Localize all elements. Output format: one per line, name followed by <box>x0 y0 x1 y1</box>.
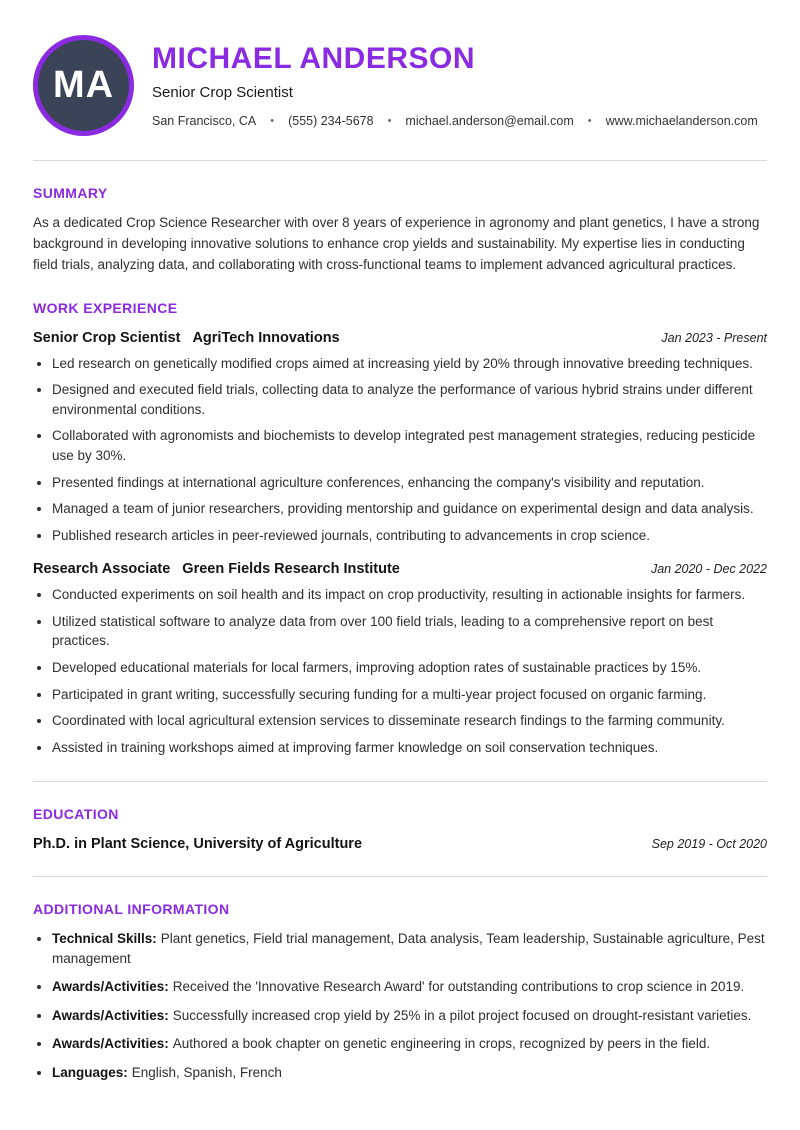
additional-info-list <box>33 929 767 1082</box>
header-text <box>152 35 758 128</box>
bullet-item: • Designed and executed field trials, collecting data to analyze the performance of various hybrid strains under different environmental conditions. <box>52 380 767 419</box>
bullet-item: • Managed a team of junior researchers, providing mentorship and guidance on experimental design and data analysis. <box>52 499 767 519</box>
job-entry <box>33 330 767 546</box>
contact-location: San Francisco, CA <box>152 114 257 128</box>
info-item-label: Awards/Activities: <box>52 1007 169 1023</box>
summary-text: As a dedicated Crop Science Researcher with over 8 years of experience in agronomy and plant genetics, I have a strong background in developing innovative solutions to enhance crop yields and sustainability. My expertise lies in conducting field trials, analyzing data, and collaborating with cross-functional teams to implement advanced agricultural practices. <box>33 215 760 272</box>
work-experience-heading: WORK EXPERIENCE <box>33 299 178 316</box>
section-work-experience <box>33 300 767 757</box>
job-company: Green Fields Research Institute <box>182 561 400 578</box>
job-company: AgriTech Innovations <box>192 329 340 346</box>
bullet-item: • Assisted in training workshops aimed at improving farmer knowledge on soil conservation techniques. <box>52 738 767 758</box>
education-dates: Sep 2019 - Oct 2020 <box>651 837 767 852</box>
bullet-item: • Conducted experiments on soil health and its impact on crop productivity, resulting in actionable insights for farmers. <box>52 585 767 605</box>
info-item-text: Authored a book chapter on genetic engineering in crops, recognized by peers in the field. <box>172 1036 711 1052</box>
section-divider <box>33 781 767 782</box>
bullet-item: • Participated in grant writing, successfully securing funding for a multi-year project focused on organic farming. <box>52 685 767 705</box>
avatar <box>33 35 134 136</box>
info-item <box>52 1006 767 1026</box>
info-item <box>52 929 767 968</box>
job-title: Senior Crop Scientist <box>33 329 181 346</box>
bullet-item: • Developed educational materials for local farmers, improving adoption rates of sustainable practices by 15%. <box>52 658 767 678</box>
contact-website: www.michaelanderson.com <box>605 114 758 128</box>
info-item-label: Technical Skills: <box>52 931 157 947</box>
contact-phone: (555) 234-5678 <box>288 114 374 128</box>
summary-heading: SUMMARY <box>33 185 108 201</box>
info-item-text: Received the 'Innovative Research Award' for outstanding contributions to crop science in 2019. <box>172 979 745 995</box>
separator-dot: • <box>270 115 275 127</box>
info-item-text: Plant genetics, Field trial management, Data analysis, Team leadership, Sustainable agriculture, Pest management <box>52 931 765 966</box>
bullet-item: • Led research on genetically modified crops aimed at increasing yield by 20% through innovative breeding techniques. <box>52 354 767 374</box>
section-summary <box>33 185 767 276</box>
info-item-label: Awards/Activities: <box>52 1036 169 1052</box>
header-divider <box>33 160 767 161</box>
contact-email: michael.anderson@email.com <box>405 114 574 128</box>
job-title: Research Associate <box>33 561 171 578</box>
info-item <box>52 977 767 997</box>
job-title-company <box>33 561 400 577</box>
section-divider <box>33 876 767 877</box>
info-item-label: Awards/Activities: <box>52 979 169 995</box>
job-title-company <box>33 330 340 346</box>
person-job-title: Senior Crop Scientist <box>152 84 293 101</box>
section-additional-information <box>33 901 767 1082</box>
education-entry <box>33 836 767 852</box>
bullet-item: • Coordinated with local agricultural extension services to disseminate research findings to the farming community. <box>52 711 767 731</box>
separator-dot: • <box>387 115 392 127</box>
job-dates: Jan 2023 - Present <box>661 330 767 345</box>
info-item-text: Successfully increased crop yield by 25% in a pilot project focused on drought-resistant varieties. <box>172 1007 752 1023</box>
education-degree: Ph.D. in Plant Science, University of Agriculture <box>33 836 363 853</box>
job-dates: Jan 2020 - Dec 2022 <box>650 562 767 577</box>
job-bullet-list <box>33 585 767 757</box>
info-item <box>52 1034 767 1054</box>
bullet-item: • Utilized statistical software to analyze data from over 100 field trials, leading to a comprehensive report on best practices. <box>52 612 767 651</box>
info-item-text: English, Spanish, French <box>131 1065 282 1081</box>
job-header <box>33 330 767 346</box>
person-name: MICHAEL ANDERSON <box>152 42 476 75</box>
resume-header <box>33 35 767 136</box>
avatar-initials: MA <box>52 64 115 106</box>
bullet-item: • Presented findings at international agriculture conferences, enhancing the company's visibility and reputation. <box>52 473 767 493</box>
separator-dot: • <box>587 115 592 127</box>
info-item <box>52 1063 767 1083</box>
contact-row <box>152 114 758 128</box>
job-bullet-list <box>33 354 767 546</box>
job-entry <box>33 561 767 757</box>
section-education <box>33 806 767 852</box>
bullet-item: • Collaborated with agronomists and biochemists to develop integrated pest management strategies, reducing pesticide use by 30%. <box>52 426 767 465</box>
info-item-label: Languages: <box>52 1065 128 1081</box>
additional-information-heading: ADDITIONAL INFORMATION <box>33 901 230 918</box>
bullet-item: • Published research articles in peer-reviewed journals, contributing to advancements in crop science. <box>52 526 767 546</box>
job-header <box>33 561 767 577</box>
education-heading: EDUCATION <box>33 806 119 823</box>
